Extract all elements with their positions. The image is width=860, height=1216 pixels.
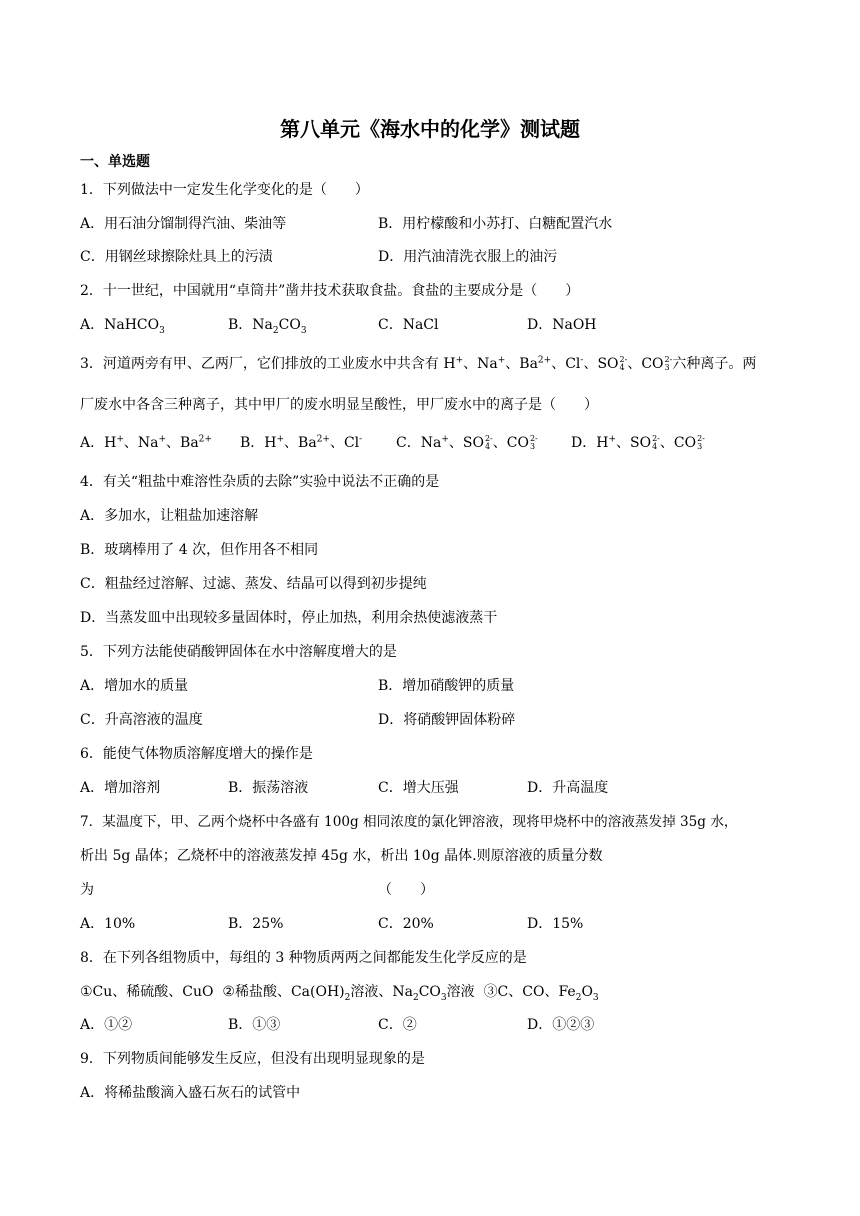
q3-option-b: B．H+、$Ba^{2+}$、Cl- [240, 434, 363, 451]
q7-stem-line3a: 为 [80, 882, 94, 898]
q3-stem-line2: 厂废水中各含三种离子，其中甲厂的废水明显呈酸性，甲厂废水中的离子是（ ） [80, 397, 598, 413]
q5-option-c: C．升高溶液的温度 [80, 712, 203, 728]
q8-option-a: A．①② [80, 1017, 133, 1033]
q2-stem: 2．十一世纪，中国就用“卓筒井”凿井技术获取食盐。食盐的主要成分是（ ） [80, 283, 580, 299]
q7-option-a: A．10% [80, 916, 136, 932]
q1-option-d: D．用汽油清洗衣服上的油污 [378, 249, 558, 265]
q6-option-b: B．振荡溶液 [228, 780, 309, 796]
q1-option-b: B．用柠檬酸和小苏打、白糖配置汽水 [378, 216, 613, 232]
q7-stem-line1: 7．某温度下，甲、乙两个烧杯中各盛有 100g 相同浓度的氯化钾溶液，现将甲烧杯中的溶液蒸发掉 35g 水， [80, 814, 738, 830]
q7-option-d: D．15% [527, 916, 584, 932]
q7-stem-line3b: （ ） [378, 882, 434, 898]
q5-option-b: B．增加硝酸钾的质量 [378, 678, 515, 694]
q5-option-a: A．增加水的质量 [80, 678, 189, 694]
q9-option-a: A．将稀盐酸滴入盛石灰石的试管中 [80, 1085, 301, 1101]
q6-option-d: D．升高温度 [527, 780, 609, 796]
q5-option-d: D．将硝酸钾固体粉碎 [378, 712, 516, 728]
q2-option-d: D．NaOH [527, 317, 597, 333]
q1-option-a: A．用石油分馏制得汽油、柴油等 [80, 216, 287, 232]
q2-option-a: A．NaHCO$_3$ [80, 317, 165, 336]
q4-option-a: A．多加水，让粗盐加速溶解 [80, 508, 259, 524]
q5-stem: 5．下列方法能使硝酸钾固体在水中溶解度增大的是 [80, 644, 397, 660]
q4-stem: 4．有关“粗盐中难溶性杂质的去除”实验中说法不正确的是 [80, 474, 440, 490]
q3-option-a: A．H+、Na+、$Ba^{2+}$ [80, 434, 212, 451]
q7-option-b: B．25% [228, 916, 284, 932]
q3-option-d: D．H+、SO 2- 4 、CO 2- 3 [571, 434, 705, 451]
q3-stem-line1: 3．河道两旁有甲、乙两厂，它们排放的工业废水中共含有 H+、Na+、$Ba^{2+}$、Cl-、SO 2- 4 、CO 2- 3 六种离子。两 [80, 355, 757, 372]
q6-stem: 6．能使气体物质溶解度增大的操作是 [80, 746, 313, 762]
section-heading: 一、单选题 [80, 154, 150, 170]
q8-option-c: C．② [378, 1017, 417, 1033]
q4-option-b: B．玻璃棒用了 4 次，但作用各不相同 [80, 542, 319, 558]
page-title: 第八单元《海水中的化学》测试题 [280, 117, 580, 141]
q2-option-c: C．NaCl [378, 317, 439, 333]
q1-stem: 1．下列做法中一定发生化学变化的是（ ） [80, 182, 369, 198]
q8-groups: ①Cu、稀硫酸、CuO ②稀盐酸、$Ca(OH)_2$溶液、$Na_2CO_3$溶液 ③C、CO、$Fe_2O_3$ [80, 984, 599, 1003]
q9-stem: 9．下列物质间能够发生反应，但没有出现明显现象的是 [80, 1051, 425, 1067]
q6-option-a: A．增加溶剂 [80, 780, 161, 796]
q8-stem: 8．在下列各组物质中，每组的 3 种物质两两之间都能发生化学反应的是 [80, 950, 527, 966]
q4-option-d: D．当蒸发皿中出现较多量固体时，停止加热，利用余热使滤液蒸干 [80, 610, 498, 626]
q8-option-d: D．①②③ [527, 1017, 595, 1033]
q8-option-b: B．①③ [228, 1017, 281, 1033]
q6-option-c: C．增大压强 [378, 780, 459, 796]
q4-option-c: C．粗盐经过溶解、过滤、蒸发、结晶可以得到初步提纯 [80, 576, 427, 592]
q3-option-c: C．Na+、SO 2- 4 、CO 2- 3 [396, 434, 538, 451]
q1-option-c: C．用钢丝球擦除灶具上的污渍 [80, 249, 273, 265]
q7-option-c: C．20% [378, 916, 434, 932]
q2-option-b: B．$Na_2CO_3$ [228, 317, 307, 336]
q7-stem-line2: 析出 5g 晶体；乙烧杯中的溶液蒸发掉 45g 水，析出 10g 晶体.则原溶液的质量分数 [80, 848, 603, 864]
